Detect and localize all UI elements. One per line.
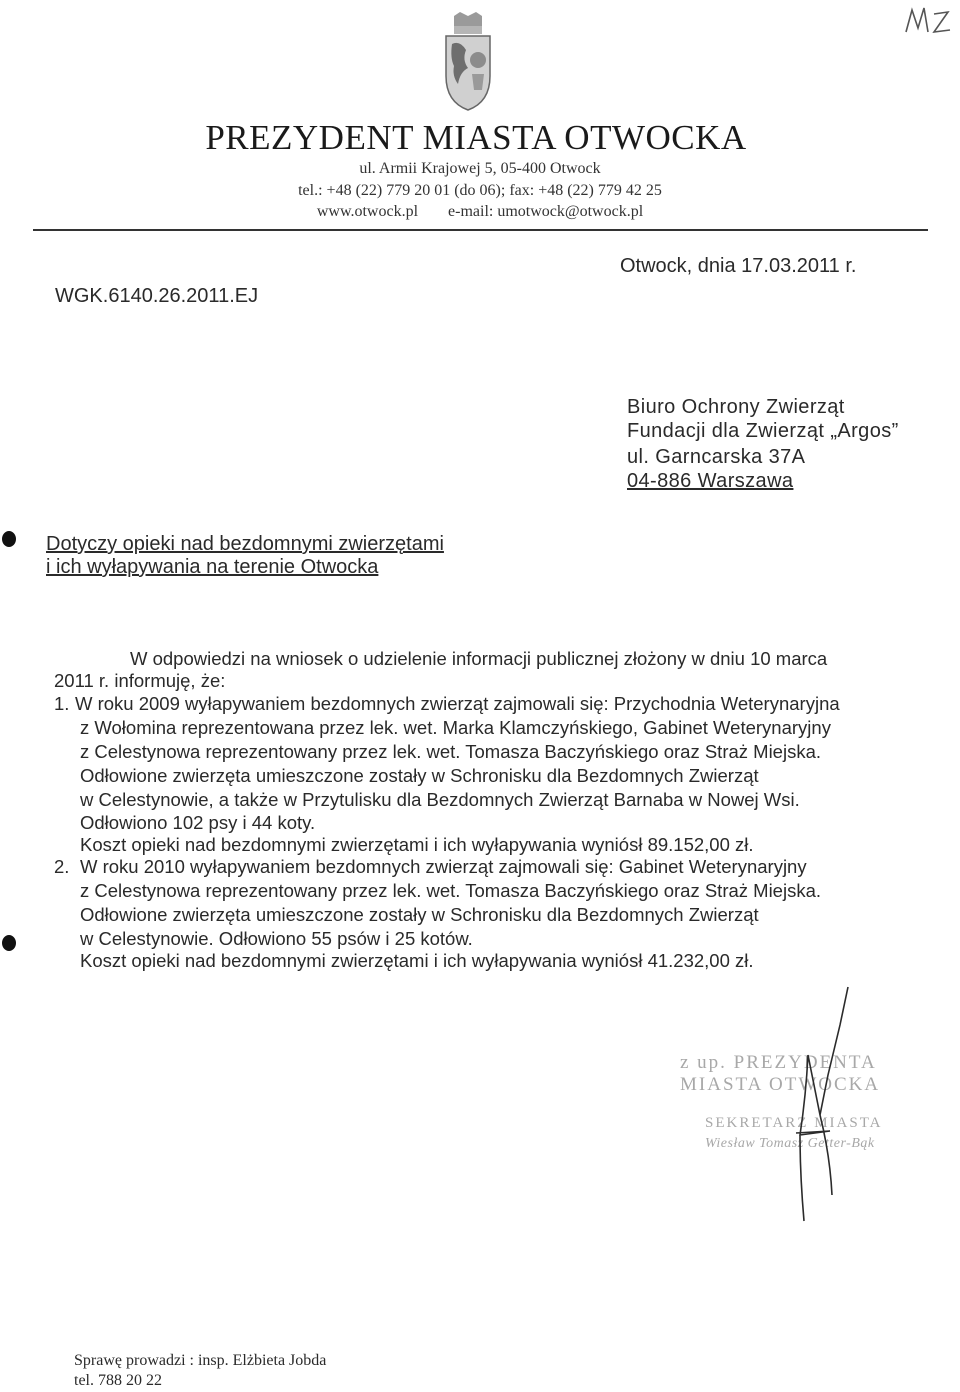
- body-line: W roku 2010 wyłapywaniem bezdomnych zwierząt zajmowali się: Gabinet Weterynaryjny: [80, 856, 807, 877]
- body-line: Koszt opieki nad bezdomnymi zwierzętami i ich wyłapywania wyniósł 41.232,00 zł.: [80, 950, 754, 971]
- stamp-line: Wiesław Tomasz Getter-Bąk: [705, 1136, 875, 1151]
- recipient-line: Fundacji dla Zwierząt „Argos”: [627, 420, 899, 442]
- city-crest-logo: [440, 10, 496, 112]
- case-handler: Sprawę prowadzi : insp. Elżbieta Jobda: [74, 1352, 327, 1369]
- body-line: Odłowione zwierzęta umieszczone zostały w Schronisku dla Bezdomnych Zwierząt: [80, 904, 759, 925]
- header-divider: [33, 229, 928, 231]
- recipient-line: Biuro Ochrony Zwierząt: [627, 396, 845, 418]
- reference-number: WGK.6140.26.2011.EJ: [55, 285, 259, 307]
- body-line: Odłowiono 102 psy i 44 koty.: [80, 812, 316, 833]
- body-line: W roku 2009 wyłapywaniem bezdomnych zwierząt zajmowali się: Przychodnia Weterynaryjna: [75, 693, 840, 714]
- subject-line: i ich wyłapywania na terenie Otwocka: [46, 556, 379, 578]
- punch-hole: [2, 935, 16, 951]
- body-line: w Celestynowie. Odłowiono 55 psów i 25 kotów.: [80, 928, 473, 949]
- issuer-web-contact: [0, 203, 960, 221]
- issuer-website: www.otwock.pl: [316, 203, 419, 220]
- stamp-line: z up. PREZYDENTA: [680, 1052, 877, 1073]
- body-line: 2011 r. informuję, że:: [54, 670, 226, 691]
- issuer-phone: tel.: +48 (22) 779 20 01 (do 06); fax: +48 (22) 779 42 25: [298, 182, 662, 199]
- punch-hole: [2, 531, 16, 547]
- body-line: z Celestynowa reprezentowany przez lek. wet. Tomasza Baczyńskiego oraz Straż Miejska.: [80, 741, 822, 762]
- issuer-street: ul. Armii Krajowej 5, 05-400 Otwock: [359, 160, 601, 177]
- body-line: z Celestynowa reprezentowany przez lek. wet. Tomasza Baczyńskiego oraz Straż Miejska.: [80, 880, 822, 901]
- issuer-email: e-mail: umotwock@otwock.pl: [448, 203, 644, 220]
- body-line: W odpowiedzi na wniosek o udzielenie informacji publicznej złożony w dniu 10 marca: [130, 648, 828, 669]
- body-line: w Celestynowie, a także w Przytulisku dla Bezdomnych Zwierząt Barnaba w Nowej Wsi.: [80, 789, 800, 810]
- stamp-line: SEKRETARZ MIASTA: [705, 1115, 883, 1131]
- recipient-line: 04-886 Warszawa: [627, 470, 794, 492]
- list-number: 1.: [54, 693, 70, 714]
- subject-line: Dotyczy opieki nad bezdomnymi zwierzętami: [46, 533, 444, 555]
- stamp-line: MIASTA OTWOCKA: [680, 1074, 881, 1095]
- body-line: Odłowione zwierzęta umieszczone zostały w Schronisku dla Bezdomnych Zwierząt: [80, 765, 759, 786]
- letter-date: Otwock, dnia 17.03.2011 r.: [620, 255, 857, 277]
- handwritten-initials: [902, 2, 954, 38]
- body-line: z Wołomina reprezentowana przez lek. wet. Marka Klamczyńskiego, Gabinet Weterynaryjny: [80, 717, 831, 738]
- body-line: Koszt opieki nad bezdomnymi zwierzętami i ich wyłapywania wyniósł 89.152,00 zł.: [80, 834, 754, 855]
- issuer-title: PREZYDENT MIASTA OTWOCKA: [205, 118, 747, 157]
- handwritten-signature: [770, 985, 890, 1225]
- list-number: 2.: [54, 856, 70, 877]
- case-handler-phone: tel. 788 20 22: [74, 1372, 162, 1389]
- recipient-line: ul. Garncarska 37A: [627, 446, 806, 468]
